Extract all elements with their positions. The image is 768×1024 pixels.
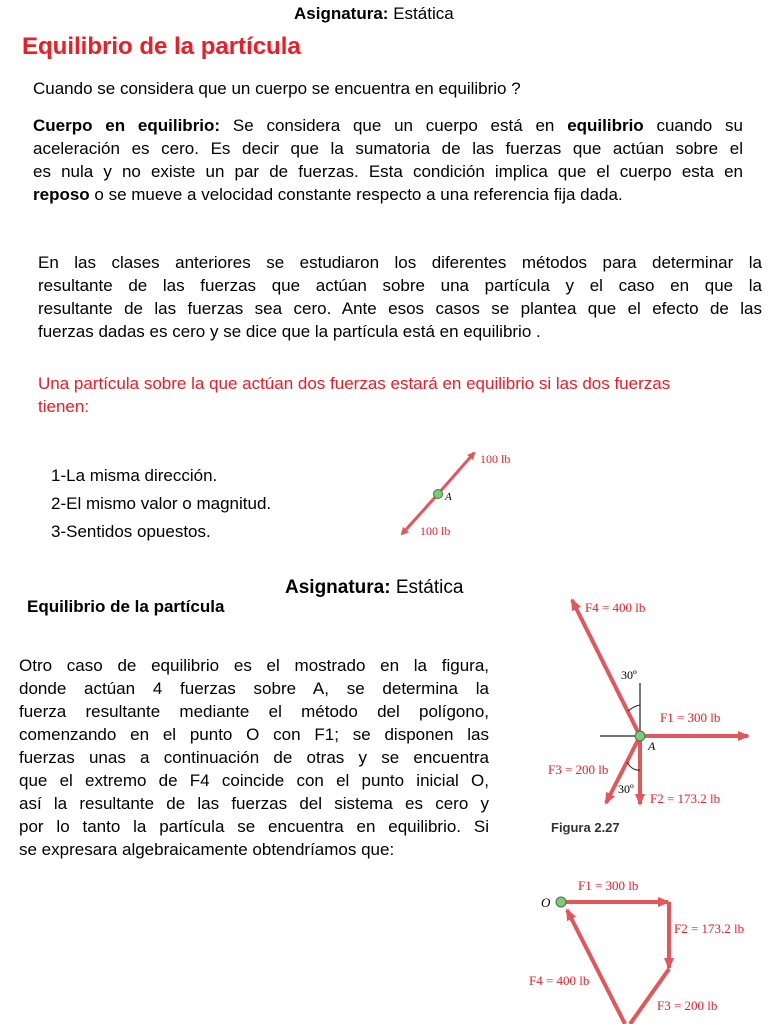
upper-force-arrow — [438, 453, 474, 494]
polygon-line: por lo tanto la partícula se encuentra en equilibrio. Si — [19, 817, 489, 836]
condition-item: 2-El mismo valor o magnitud. — [51, 494, 272, 513]
upper-force-label: 100 lb — [480, 452, 511, 466]
statement-line: tienen: — [38, 397, 90, 416]
intro-line: resultante de las fuerzas sea cero. Ante esos casos se plantea que el efecto de las — [38, 299, 762, 318]
polygon-line: que el extremo de F4 coincide con el punto inicial O, — [19, 771, 489, 790]
lower-force-label: 100 lb — [420, 524, 451, 538]
force-polygon-figure — [525, 872, 765, 1024]
polygon-line: fuerzas unas a continuación de otras y se encuentra — [19, 748, 489, 767]
definition-bold-term: Cuerpo en equilibrio: — [33, 116, 221, 135]
angle-label-bottom: 30º — [618, 782, 634, 796]
intro-line: En las clases anteriores se estudiaron los diferentes métodos para determinar la — [38, 253, 762, 272]
polygon-f1-label: F1 = 300 lb — [578, 878, 639, 893]
condition-item: 3-Sentidos opuestos. — [51, 522, 211, 541]
definition-line — [33, 114, 743, 137]
polygon-line: comenzando en el punto O con F1; se disponen las — [19, 725, 489, 744]
two-force-figure — [385, 440, 545, 550]
polygon-f3-label: F3 = 200 lb — [657, 998, 718, 1013]
origin-point — [556, 897, 566, 907]
f4-label: F4 = 400 lb — [585, 600, 646, 615]
definition-line — [33, 183, 743, 206]
header-value: Estática — [393, 4, 454, 23]
polygon-f3-arrow — [630, 969, 669, 1024]
polygon-f2-label: F2 = 173.2 lb — [674, 921, 745, 936]
polygon-line: Otro caso de equilibrio es el mostrado en la figura, — [19, 656, 489, 675]
polygon-line: se expresara algebraicamente obtendríamos que: — [19, 840, 395, 859]
definition-paragraph — [33, 114, 743, 206]
definition-text: cuando su — [643, 116, 743, 135]
definition-line — [33, 137, 743, 160]
page2-header — [285, 577, 463, 599]
section-subtitle: Equilibrio de la partícula — [27, 597, 225, 616]
four-force-figure — [520, 585, 765, 840]
definition-line — [33, 160, 743, 183]
definition-bold-term: reposo — [33, 185, 90, 204]
polygon-line: donde actúan 4 fuerzas sobre A, se determina la — [19, 679, 489, 698]
figure-caption: Figura 2.27 — [551, 820, 620, 835]
polygon-paragraph — [19, 654, 489, 861]
definition-text: Se considera que un cuerpo está en — [220, 116, 568, 135]
question-text: Cuando se considera que un cuerpo se encuentra en equilibrio ? — [33, 79, 521, 98]
header-label: Asignatura: — [294, 4, 389, 23]
intro-line: fuerzas dadas es cero y se dice que la partícula está en equilibrio . — [38, 322, 541, 341]
origin-label: O — [541, 895, 551, 910]
point-label: A — [648, 739, 656, 753]
polygon-f4-label: F4 = 400 lb — [529, 973, 590, 988]
page-title: Equilibrio de la partícula — [22, 33, 301, 60]
particle-point — [434, 490, 443, 499]
header-label: Asignatura: — [285, 577, 391, 598]
f3-label: F3 = 200 lb — [548, 762, 609, 777]
polygon-line: fuerza resultante mediante el método del polígono, — [19, 702, 489, 721]
statement-line: Una partícula sobre la que actúan dos fuerzas estará en equilibrio si las dos fuerzas — [38, 374, 671, 393]
header-value: Estática — [395, 577, 464, 598]
definition-bold-term: equilibrio — [567, 116, 644, 135]
equilibrium-statement — [38, 372, 762, 418]
polygon-f4-arrow — [567, 910, 625, 1024]
intro-paragraph — [38, 251, 762, 343]
intro-line: resultante de las fuerzas que actúan sobre una partícula y el caso en que la — [38, 276, 762, 295]
definition-text: aceleración es cero. Es decir que la sumatoria de las fuerzas que actúan sobre el — [33, 139, 743, 158]
polygon-line: así la resultante de las fuerzas del sistema es cero y — [19, 794, 489, 813]
page1-header — [294, 4, 454, 24]
f2-label: F2 = 173.2 lb — [650, 791, 721, 806]
angle-arc-top — [628, 705, 640, 711]
definition-text: o se mueve a velocidad constante respecto a una referencia fija dada. — [89, 185, 623, 204]
conditions-list — [51, 466, 271, 550]
definition-text: es nula y no existe un par de fuerzas. Esta condición implica que el cuerpo esta en — [33, 162, 743, 181]
angle-label-top: 30º — [621, 668, 637, 682]
f1-label: F1 = 300 lb — [660, 710, 721, 725]
point-label: A — [445, 491, 452, 503]
condition-item: 1-La misma dirección. — [51, 466, 218, 485]
particle-point — [635, 731, 645, 741]
